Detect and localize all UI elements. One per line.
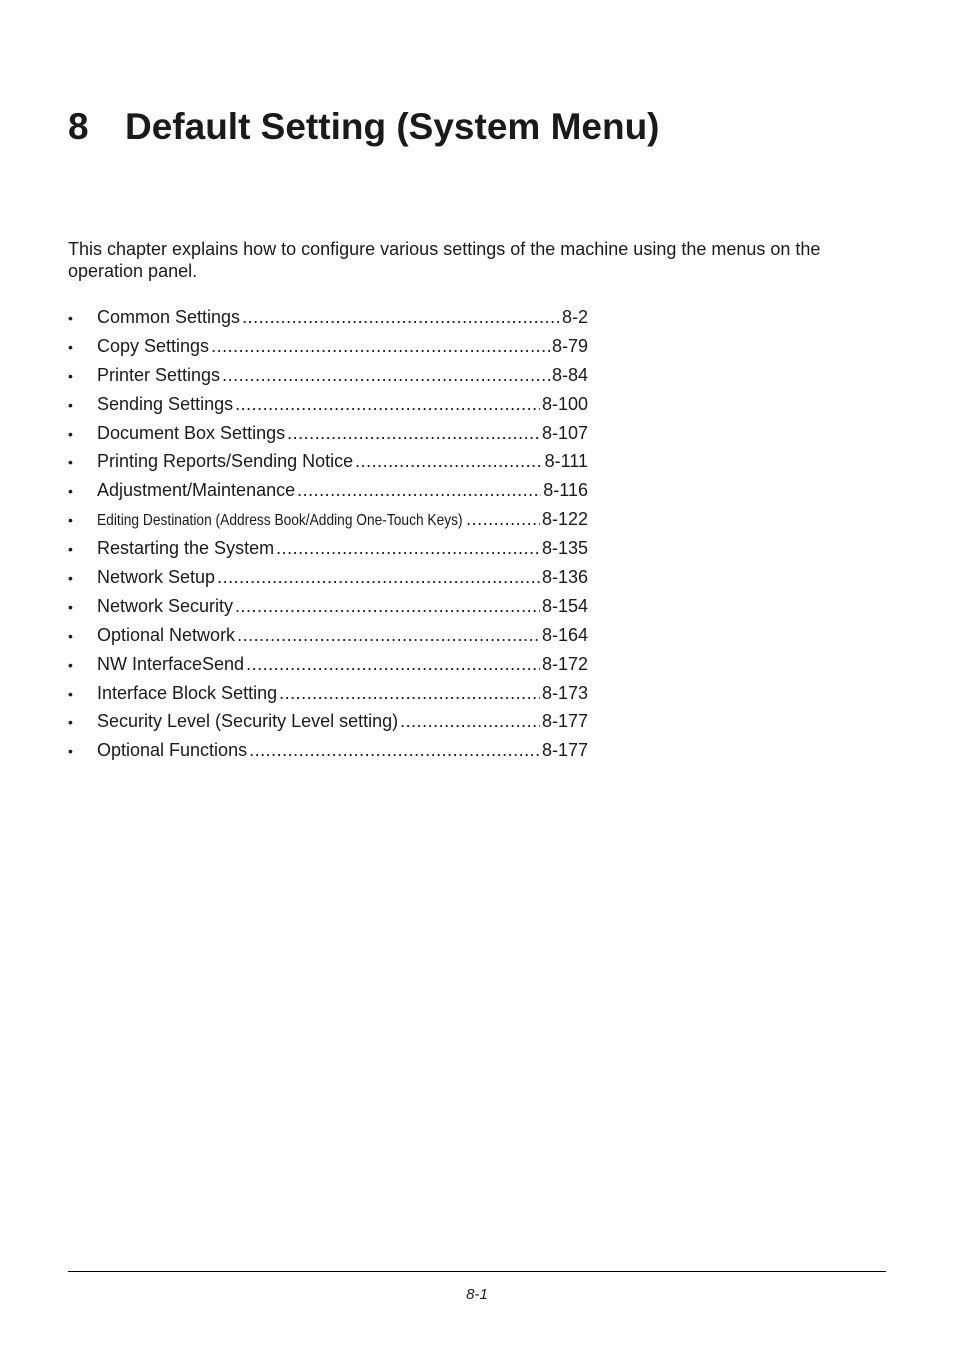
toc-entry-label: Document Box Settings bbox=[97, 422, 286, 443]
dot-leader bbox=[249, 736, 540, 765]
toc-entry[interactable] bbox=[68, 390, 588, 419]
toc-entry-page: 8-173 bbox=[541, 682, 588, 703]
toc-entry-page: 8-172 bbox=[541, 653, 588, 674]
toc-entry[interactable] bbox=[68, 650, 588, 679]
toc-entry-page: 8-164 bbox=[541, 624, 588, 645]
toc-entry[interactable] bbox=[68, 679, 588, 708]
toc-entry-page: 8-111 bbox=[544, 451, 588, 472]
toc-entry-label: Optional Network bbox=[97, 624, 236, 645]
bullet-icon: • bbox=[68, 512, 73, 529]
bullet-icon: • bbox=[68, 570, 73, 587]
toc-entry[interactable] bbox=[68, 361, 588, 390]
bullet-icon: • bbox=[68, 743, 73, 760]
toc-entry-label: Security Level (Security Level setting) bbox=[97, 711, 399, 732]
toc-entry-page: 8-2 bbox=[561, 307, 588, 327]
toc-entry[interactable] bbox=[68, 476, 588, 505]
dot-leader bbox=[222, 361, 550, 390]
bullet-icon: • bbox=[68, 598, 73, 615]
toc-entry-label: Adjustment/Maintenance bbox=[97, 480, 296, 501]
toc-entry-label: Optional Functions bbox=[97, 740, 248, 761]
toc-entry[interactable] bbox=[68, 505, 588, 534]
toc-entry[interactable] bbox=[68, 707, 588, 736]
toc-entry[interactable] bbox=[68, 592, 588, 621]
chapter-title-text: Default Setting (System Menu) bbox=[125, 106, 660, 147]
bullet-icon: • bbox=[68, 714, 73, 731]
bullet-icon: • bbox=[68, 454, 73, 471]
dot-leader bbox=[237, 621, 540, 650]
toc-entry-page: 8-79 bbox=[551, 335, 588, 356]
toc-entry-label: Interface Block Setting bbox=[97, 682, 278, 703]
toc-entry[interactable] bbox=[68, 332, 588, 361]
bullet-icon: • bbox=[68, 367, 73, 384]
toc-entry-label: Printer Settings bbox=[97, 364, 221, 385]
bullet-icon: • bbox=[68, 656, 73, 673]
bullet-icon: • bbox=[68, 483, 73, 500]
toc-entry-label: Printing Reports/Sending Notice bbox=[97, 451, 354, 472]
chapter-number: 8 bbox=[68, 106, 89, 147]
dot-leader bbox=[400, 707, 540, 736]
bullet-icon: • bbox=[68, 685, 73, 702]
toc-entry-label: Sending Settings bbox=[97, 393, 234, 414]
dot-leader bbox=[287, 419, 540, 448]
toc-entry-label: Network Setup bbox=[97, 567, 216, 588]
intro-paragraph: This chapter explains how to configure various settings of the machine using the menus on the operation panel. bbox=[68, 239, 821, 281]
toc-entry-label: Editing Destination (Address Book/Adding One-Touch Keys) bbox=[97, 512, 463, 530]
toc-entry-page: 8-177 bbox=[541, 740, 588, 761]
bullet-icon: • bbox=[68, 541, 73, 558]
toc-entry-label: Copy Settings bbox=[97, 335, 210, 356]
bullet-icon: • bbox=[68, 396, 73, 413]
toc-entry-page: 8-154 bbox=[541, 595, 588, 616]
bullet-icon: • bbox=[68, 425, 73, 442]
toc-entry[interactable] bbox=[68, 534, 588, 563]
toc-entry-page: 8-84 bbox=[551, 364, 588, 385]
toc-entry-page: 8-107 bbox=[541, 422, 588, 443]
toc-entry-label: Restarting the System bbox=[97, 538, 275, 559]
page-number: 8-1 bbox=[466, 1286, 488, 1303]
bullet-icon: • bbox=[68, 310, 73, 326]
dot-leader bbox=[246, 650, 540, 679]
dot-leader bbox=[466, 505, 540, 534]
toc-entry[interactable] bbox=[68, 303, 588, 332]
toc-entry-page: 8-100 bbox=[541, 393, 588, 414]
toc-entry[interactable] bbox=[68, 621, 588, 650]
toc-entry-page: 8-136 bbox=[541, 567, 588, 588]
toc-entry[interactable] bbox=[68, 447, 588, 476]
toc-entry[interactable] bbox=[68, 736, 588, 765]
bullet-icon: • bbox=[68, 627, 73, 644]
dot-leader bbox=[355, 447, 542, 476]
dot-leader bbox=[276, 534, 540, 563]
bullet-icon: • bbox=[68, 338, 73, 355]
table-of-contents bbox=[68, 303, 588, 765]
dot-leader bbox=[235, 390, 540, 419]
footer-divider bbox=[68, 1271, 886, 1272]
dot-leader bbox=[211, 332, 550, 361]
dot-leader bbox=[217, 563, 540, 592]
dot-leader bbox=[297, 476, 541, 505]
toc-entry-page: 8-177 bbox=[541, 711, 588, 732]
dot-leader bbox=[242, 303, 560, 332]
toc-entry-label: Network Security bbox=[97, 595, 234, 616]
toc-entry[interactable] bbox=[68, 563, 588, 592]
dot-leader bbox=[235, 592, 540, 621]
toc-entry-page: 8-135 bbox=[541, 538, 588, 559]
toc-entry-label: NW InterfaceSend bbox=[97, 653, 245, 674]
dot-leader bbox=[279, 679, 540, 708]
toc-entry-page: 8-122 bbox=[541, 509, 588, 530]
toc-entry-label: Common Settings bbox=[97, 307, 241, 327]
toc-entry[interactable] bbox=[68, 419, 588, 448]
toc-entry-page: 8-116 bbox=[543, 480, 588, 501]
chapter-title bbox=[68, 104, 660, 150]
